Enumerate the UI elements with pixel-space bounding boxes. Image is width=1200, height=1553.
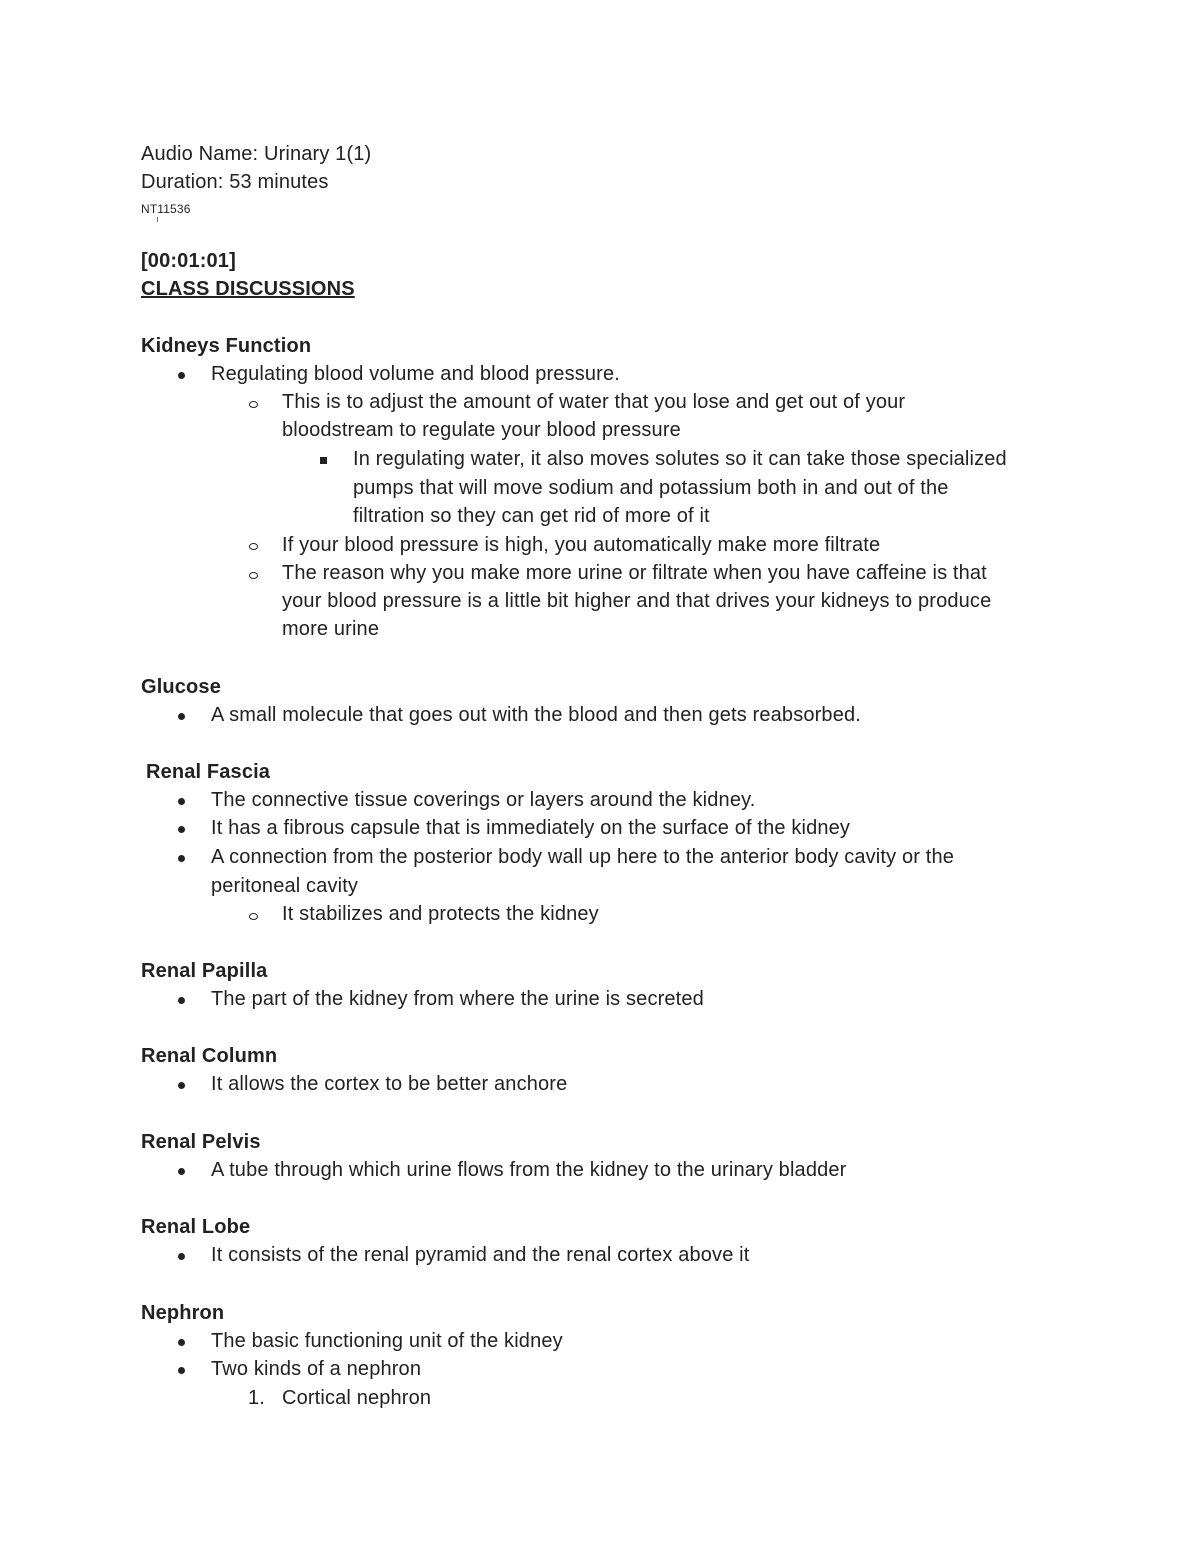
list-item: A tube through which urine flows from the kidney to the urinary bladder [211,1159,847,1181]
list-item: It allows the cortex to be better anchore [211,1073,568,1095]
list-item: This is to adjust the amount of water that you lose and get out of your [282,391,906,413]
heading-renal-papilla: Renal Papilla [141,960,268,982]
heading-renal-fascia: Renal Fascia [146,761,271,783]
heading-glucose: Glucose [141,676,221,698]
list-item-continuation: bloodstream to regulate your blood pressure [282,419,681,441]
heading-renal-pelvis: Renal Pelvis [141,1131,261,1153]
timestamp: [00:01:01] [141,250,236,272]
heading-kidneys-function: Kidneys Function [141,335,312,357]
list-item-continuation: filtration so they can get rid of more of it [353,505,710,527]
list-item: It has a fibrous capsule that is immediately on the surface of the kidney [211,817,851,839]
list-item: In regulating water, it also moves solutes so it can take those specialized [353,448,1007,470]
heading-renal-lobe: Renal Lobe [141,1216,251,1238]
list-item-continuation: peritoneal cavity [211,875,359,897]
numbered-item: Cortical nephron [282,1387,432,1409]
list-item: A connection from the posterior body wall up here to the anterior body cavity or the [211,846,955,868]
audio-name: Audio Name: Urinary 1(1) [141,143,372,165]
list-item: If your blood pressure is high, you automatically make more filtrate [282,534,881,556]
list-item-continuation: pumps that will move sodium and potassium both in and out of the [353,477,949,499]
list-item: The reason why you make more urine or filtrate when you have caffeine is that [282,562,987,584]
heading-nephron: Nephron [141,1302,225,1324]
list-item-continuation: your blood pressure is a little bit higher and that drives your kidneys to produce [282,590,992,612]
page-mark [157,217,158,222]
list-item: The part of the kidney from where the urine is secreted [211,988,704,1010]
list-item: The connective tissue coverings or layers around the kidney. [211,789,756,811]
document-code: NT11536 [141,202,191,216]
numbered-marker: 1. [248,1387,265,1409]
list-item: It stabilizes and protects the kidney [282,903,599,925]
list-item: Regulating blood volume and blood pressure. [211,363,620,385]
list-item: It consists of the renal pyramid and the renal cortex above it [211,1244,750,1266]
list-item: Two kinds of a nephron [211,1358,422,1380]
duration: Duration: 53 minutes [141,171,329,193]
list-item: A small molecule that goes out with the blood and then gets reabsorbed. [211,704,861,726]
list-item: The basic functioning unit of the kidney [211,1330,563,1352]
section-title: CLASS DISCUSSIONS [141,278,355,300]
heading-renal-column: Renal Column [141,1045,278,1067]
list-item-continuation: more urine [282,618,380,640]
